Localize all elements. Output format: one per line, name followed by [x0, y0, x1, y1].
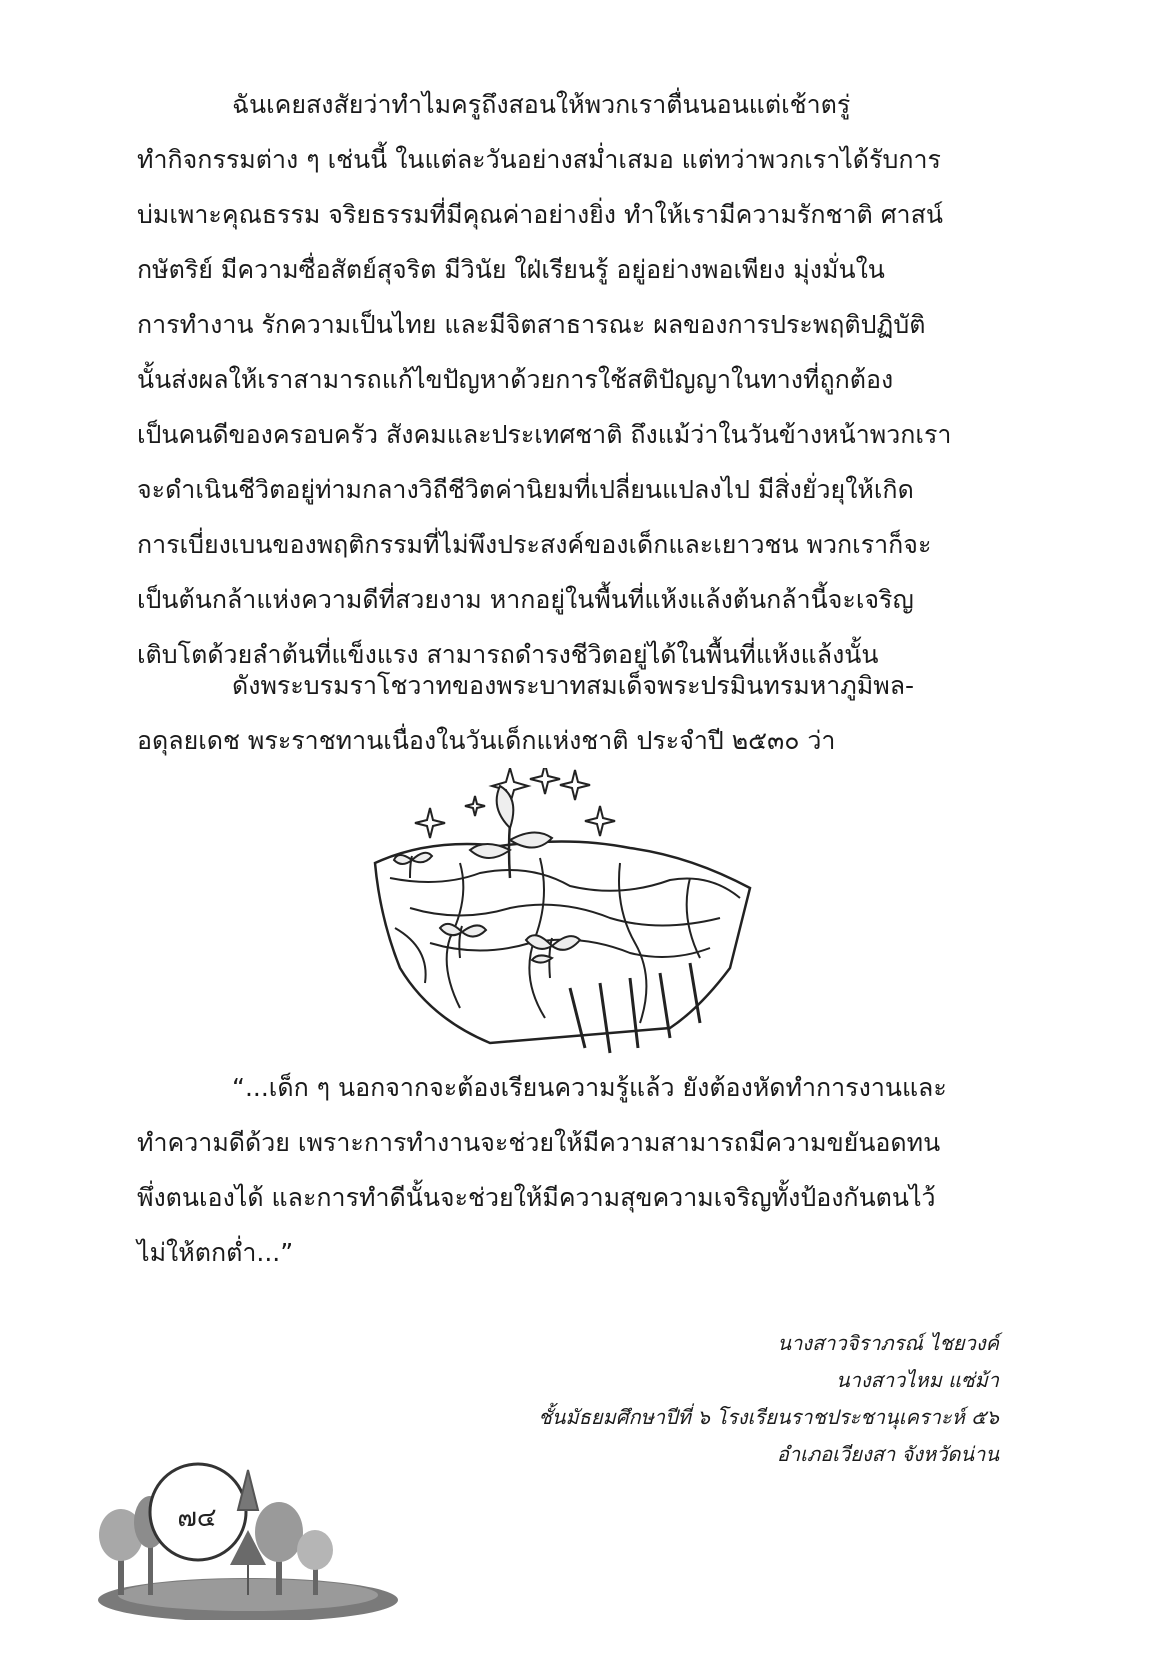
author-location: อำเภอเวียงสา จังหวัดน่าน: [776, 1442, 999, 1466]
text-line: บ่มเพาะคุณธรรม จริยธรรมที่มีคุณค่าอย่างยิ่ง ทำให้เรามีความรักชาติ ศาสน์: [137, 200, 943, 229]
quote-line: ไม่ให้ตกต่ำ...”: [137, 1238, 294, 1267]
text-line: การทำงาน รักความเป็นไทย และมีจิตสาธารณะ ผลของการประพฤติปฏิบัติ: [137, 310, 926, 339]
quote-line: พึ่งตนเองได้ และการทำดีนั้นจะช่วยให้มีความสุขความเจริญทั้งป้องกันตนไว้: [137, 1183, 936, 1212]
author-name-2: นางสาวไหม แซ่ม้า: [836, 1368, 999, 1392]
trees-decoration-icon: [98, 1450, 398, 1620]
quote-line: ทำความดีด้วย เพราะการทำงานจะช่วยให้มีความสามารถมีความขยันอดทน: [137, 1128, 941, 1157]
sparkle-icon: [415, 808, 445, 838]
sparkle-icon: [585, 806, 615, 836]
sparkle-icon: [465, 796, 485, 816]
body-paragraph-1: [137, 77, 999, 682]
text-line: จะดำเนินชีวิตอยู่ท่ามกลางวิถีชีวิตค่านิยมที่เปลี่ยนแปลงไป มีสิ่งยั่วยุให้เกิด: [137, 475, 914, 504]
body-paragraph-2: [137, 658, 999, 768]
sparkle-icon: [560, 770, 590, 800]
text-line: การเบี่ยงเบนของพฤติกรรมที่ไม่พึงประสงค์ของเด็กและเยาวชน พวกเราก็จะ: [137, 530, 932, 559]
text-line: ฉันเคยสงสัยว่าทำไมครูถึงสอนให้พวกเราตื่นนอนแต่เช้าตรู่: [232, 90, 851, 119]
author-signature: [439, 1325, 999, 1473]
text-line: เติบโตด้วยลำต้นที่แข็งแรง สามารถดำรงชีวิตอยู่ได้ในพื้นที่แห้งแล้งนั้น: [137, 640, 879, 669]
royal-quote: [137, 1060, 999, 1280]
author-school: ชั้นมัธยมศึกษาปีที่ ๖ โรงเรียนราชประชานุเคราะห์ ๕๖: [538, 1405, 999, 1429]
seedlings-illustration: [370, 768, 760, 1058]
page-number: ๗๔: [177, 1503, 217, 1533]
sparkle-icon: [530, 768, 560, 794]
author-name-1: นางสาวจิราภรณ์ ไชยวงค์: [777, 1331, 999, 1355]
text-line: นั้นส่งผลให้เราสามารถแก้ไขปัญหาด้วยการใช้สติปัญญาในทางที่ถูกต้อง: [137, 365, 894, 394]
text-line: เป็นต้นกล้าแห่งความดีที่สวยงาม หากอยู่ในพื้นที่แห้งแล้งต้นกล้านี้จะเจริญ: [137, 585, 914, 614]
text-line: กษัตริย์ มีความซื่อสัตย์สุจริต มีวินัย ใฝ่เรียนรู้ อยู่อย่างพอเพียง มุ่งมั่นใน: [137, 255, 885, 284]
quote-line: “...เด็ก ๆ นอกจากจะต้องเรียนความรู้แล้ว ยังต้องหัดทำการงานและ: [232, 1073, 947, 1102]
text-line: ดังพระบรมราโชวาทของพระบาทสมเด็จพระปรมินทรมหาภูมิพล-: [232, 671, 915, 700]
text-line: ทำกิจกรรมต่าง ๆ เช่นนี้ ในแต่ละวันอย่างสม่ำเสมอ แต่ทว่าพวกเราได้รับการ: [137, 145, 941, 174]
text-line: อดุลยเดช พระราชทานเนื่องในวันเด็กแห่งชาติ ประจำปี ๒๕๓๐ ว่า: [137, 726, 836, 755]
text-line: เป็นคนดีของครอบครัว สังคมและประเทศชาติ ถึงแม้ว่าในวันข้างหน้าพวกเรา: [137, 420, 952, 449]
